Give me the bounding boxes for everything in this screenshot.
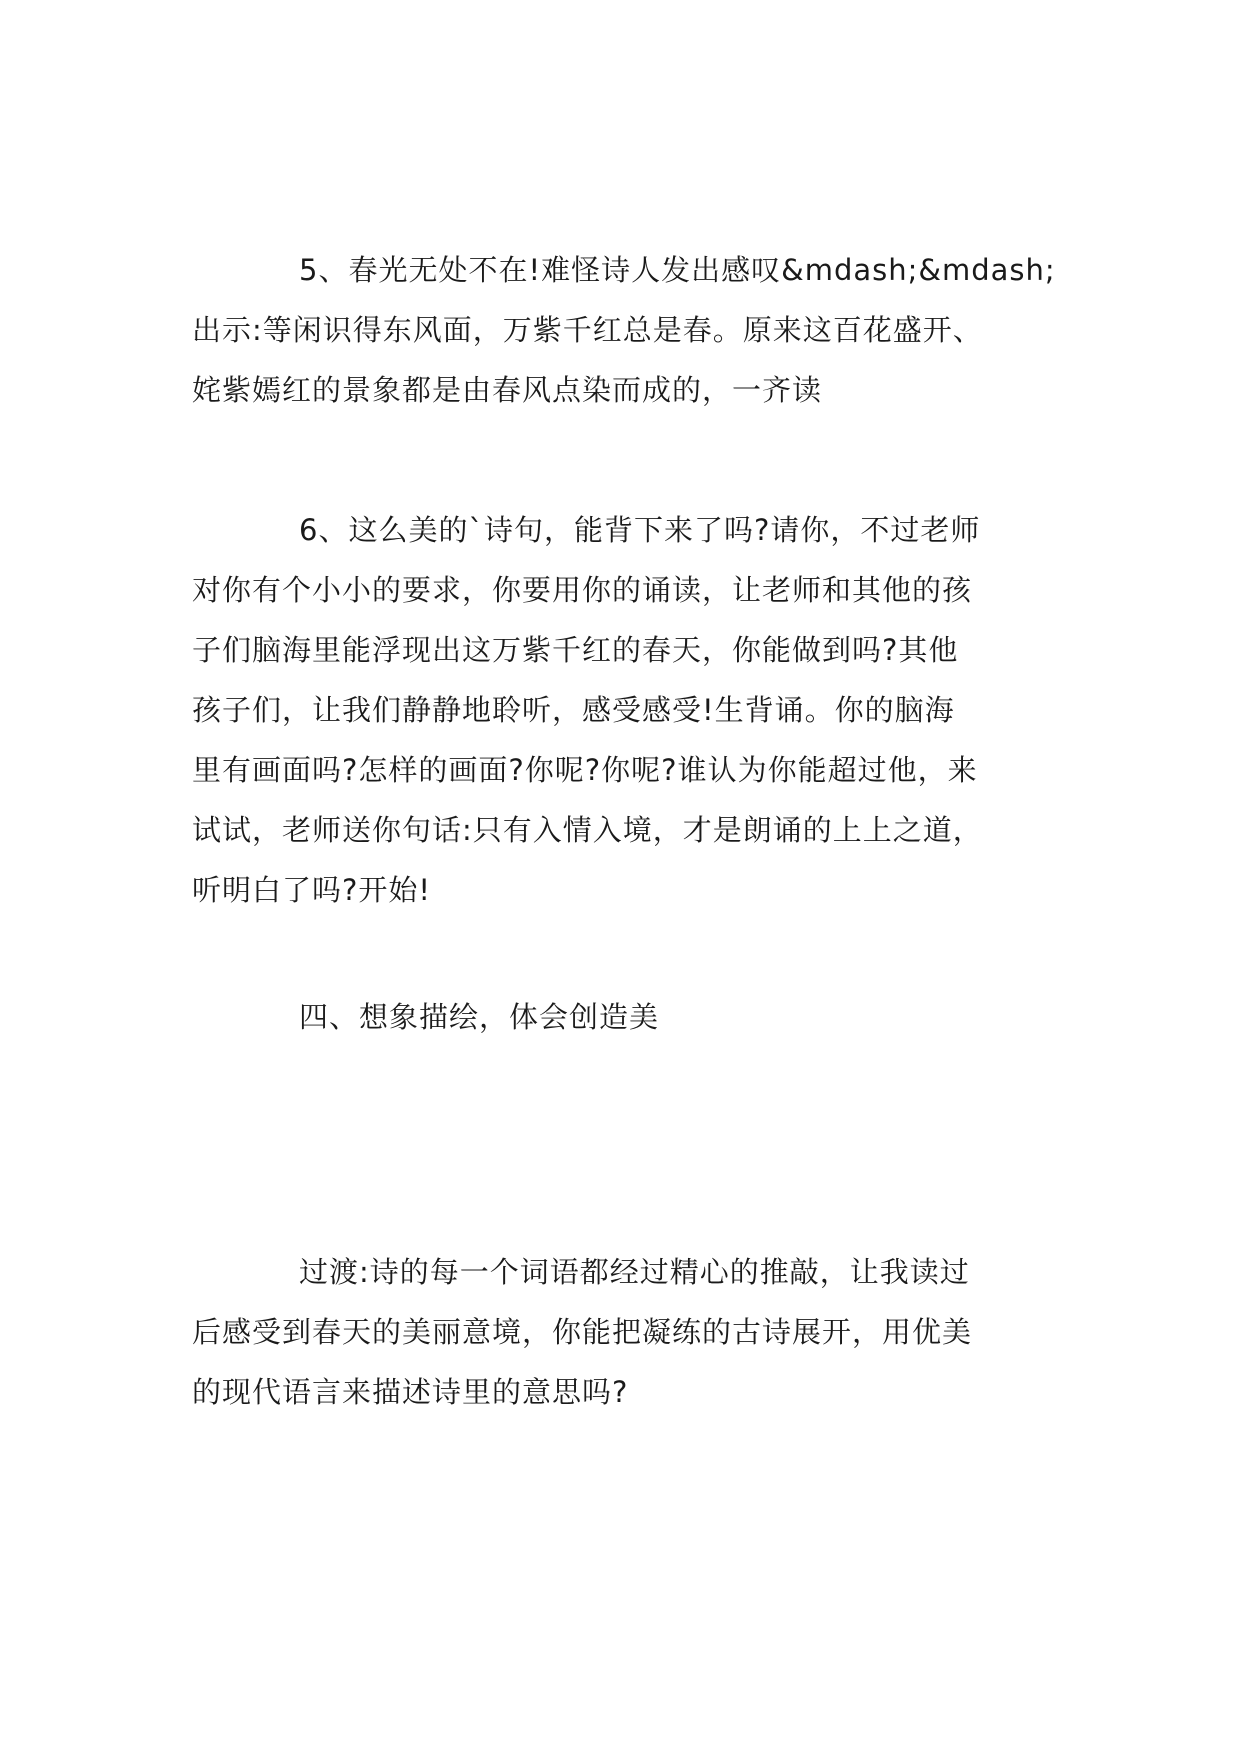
section-heading-4 (192, 987, 1054, 1047)
paragraph-line: 5、春光无处不在!难怪诗人发出感叹&mdash;&mdash; (299, 253, 1056, 287)
section-heading-text: 四、想象描绘，体会创造美 (299, 1000, 660, 1034)
paragraph-line: 的现代语言来描述诗里的意思吗? (192, 1375, 629, 1409)
paragraph-line: 过渡:诗的每一个词语都经过精心的推敲，让我读过 (299, 1255, 970, 1289)
paragraph-line: 对你有个小小的要求，你要用你的诵读，让老师和其他的孩 (192, 573, 973, 607)
paragraph-5 (192, 240, 1054, 420)
paragraph-line: 6、这么美的`诗句，能背下来了吗?请你，不过老师 (299, 513, 981, 547)
paragraph-line: 试试，老师送你句话:只有入情入境，才是朗诵的上上之道， (192, 813, 983, 847)
paragraph-line: 出示:等闲识得东风面，万紫千红总是春。原来这百花盛开、 (192, 313, 983, 347)
paragraph-transition (192, 1242, 1054, 1422)
paragraph-line: 听明白了吗?开始! (192, 873, 432, 907)
paragraph-6 (192, 500, 1054, 920)
paragraph-line: 孩子们，让我们静静地聆听，感受感受!生背诵。你的脑海 (192, 693, 955, 727)
paragraph-line: 姹紫嫣红的景象都是由春风点染而成的，一齐读 (192, 373, 823, 407)
paragraph-line: 后感受到春天的美丽意境，你能把凝练的古诗展开，用优美 (192, 1315, 973, 1349)
paragraph-line: 里有画面吗?怎样的画面?你呢?你呢?谁认为你能超过他，来 (192, 753, 978, 787)
paragraph-line: 子们脑海里能浮现出这万紫千红的春天，你能做到吗?其他 (192, 633, 959, 667)
